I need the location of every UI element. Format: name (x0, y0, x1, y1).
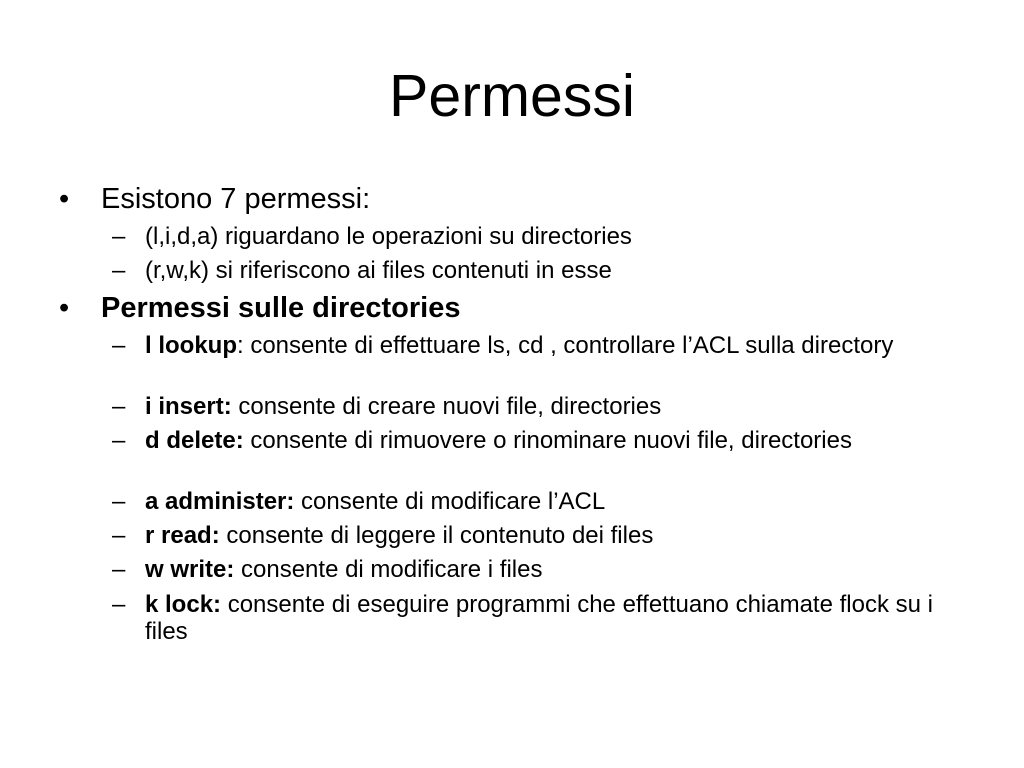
sub-item-delete (112, 427, 975, 454)
dash-icon: – (112, 591, 126, 618)
dash-icon: – (112, 427, 126, 454)
sub-item-write (112, 556, 975, 583)
dash-icon: – (112, 488, 126, 515)
bullet-icon: • (59, 183, 70, 215)
permission-description: consente di rimuovere o rinominare nuovi file, directories (243, 427, 852, 454)
permission-description: : consente di effettuare ls, cd , controllare l’ACL sulla directory (237, 332, 894, 359)
permission-description: consente di eseguire programmi che effettuano chiamate flock su i files (145, 591, 933, 645)
slide-title: Permessi (389, 63, 635, 129)
dash-icon: – (112, 332, 126, 359)
permission-term: k lock: (145, 591, 222, 618)
sub-item-insert (112, 393, 975, 420)
permission-term: a administer: (145, 488, 295, 515)
permission-description: consente di leggere il contenuto dei files (219, 522, 654, 549)
sub-item-administer (112, 488, 975, 515)
permission-description: consente di modificare i files (234, 556, 543, 583)
bullet-text: Esistono 7 permessi: (101, 183, 371, 215)
bullet-item-permissions-count (59, 183, 981, 215)
dash-icon: – (112, 223, 126, 250)
permission-description: consente di modificare l’ACL (294, 488, 606, 515)
bullet-icon: • (59, 292, 70, 324)
sub-item-lookup (112, 332, 975, 359)
permission-term: i insert: (145, 393, 232, 420)
sub-item-directory-ops (112, 223, 975, 250)
permission-term: w write: (145, 556, 235, 583)
permission-term: d delete: (145, 427, 244, 454)
dash-icon: – (112, 257, 126, 284)
dash-icon: – (112, 393, 126, 420)
permission-term: l lookup (145, 332, 237, 359)
bullet-item-directory-permissions (59, 292, 981, 324)
dash-icon: – (112, 556, 126, 583)
sub-item-text: (r,w,k) si riferiscono ai files contenuti in esse (145, 257, 612, 284)
sub-item-text: (l,i,d,a) riguardano le operazioni su directories (145, 223, 632, 250)
sub-item-lock (112, 591, 975, 645)
sub-item-read (112, 522, 975, 549)
dash-icon: – (112, 522, 126, 549)
permission-term: r read: (145, 522, 220, 549)
permission-description: consente di creare nuovi file, directories (231, 393, 662, 420)
bullet-text-bold: Permessi sulle directories (101, 292, 461, 324)
sub-item-file-ops (112, 257, 975, 284)
